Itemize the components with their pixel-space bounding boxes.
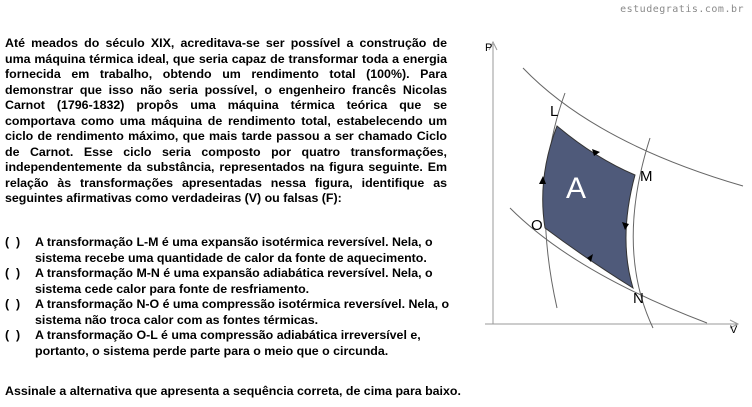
watermark: estudegratis.com.br: [620, 4, 744, 15]
statement-item: [5, 266, 450, 297]
statement-list: [5, 235, 450, 359]
carnot-cycle-diagram: [475, 38, 750, 338]
point-label-n: N: [633, 290, 644, 307]
statement-text: A transformação M-N é uma expansão adiabática reversível. Nela, o sistema cede calor para fonte de resfriamento.: [35, 266, 433, 296]
p-axis-label: P: [485, 42, 493, 54]
point-label-l: L: [550, 103, 559, 120]
statement-item: [5, 235, 450, 266]
statement-item: [5, 328, 450, 359]
statement-text: A transformação O-L é uma compressão adiabática irreversível e, portanto, o sistema perde parte para o meio que o circunda.: [35, 328, 421, 358]
v-axis-label: V: [730, 324, 738, 336]
point-label-o: O: [531, 217, 543, 234]
answer-blank: ( ): [5, 235, 21, 249]
statement-text: A transformação N-O é uma compressão isotérmica reversível. Nela, o sistema não troca calor com as fontes térmicas.: [35, 297, 450, 327]
answer-blank: ( ): [5, 266, 21, 280]
question-intro: Até meados do século XIX, acreditava-se ser possível a construção de uma máquina térmica ideal, que seria capaz de transformar toda a energia fornecida em trabalho, obtendo um rendimento total (100%). Para demonstrar que isso não seria possível, o engenheiro francês Nicolas Carnot (1796-1832) propôs uma máquina térmica teórica que se comportava como uma máquina de rendimento total, estabelecendo um ciclo de rendimento máximo, que mais tarde passou a ser chamado Ciclo de Carnot. Esse ciclo seria composto por quatro transformações, independentemente da substância, representados na figura seguinte. Em relação às transformações apresentadas nessa figura, identifique as seguintes afirmativas como verdadeiras (V) ou falsas (F):: [5, 36, 447, 205]
point-label-m: M: [640, 168, 653, 185]
answer-blank: ( ): [5, 328, 21, 342]
question-closing: Assinale a alternativa que apresenta a sequência correta, de cima para baixo.: [5, 384, 461, 398]
statement-text: A transformação L-M é uma expansão isotérmica reversível. Nela, o sistema recebe uma quantidade de calor da fonte de aquecimento.: [35, 235, 433, 265]
statement-item: [5, 297, 450, 328]
cycle-area: [543, 126, 635, 288]
area-label: A: [566, 172, 587, 205]
answer-blank: ( ): [5, 297, 21, 311]
